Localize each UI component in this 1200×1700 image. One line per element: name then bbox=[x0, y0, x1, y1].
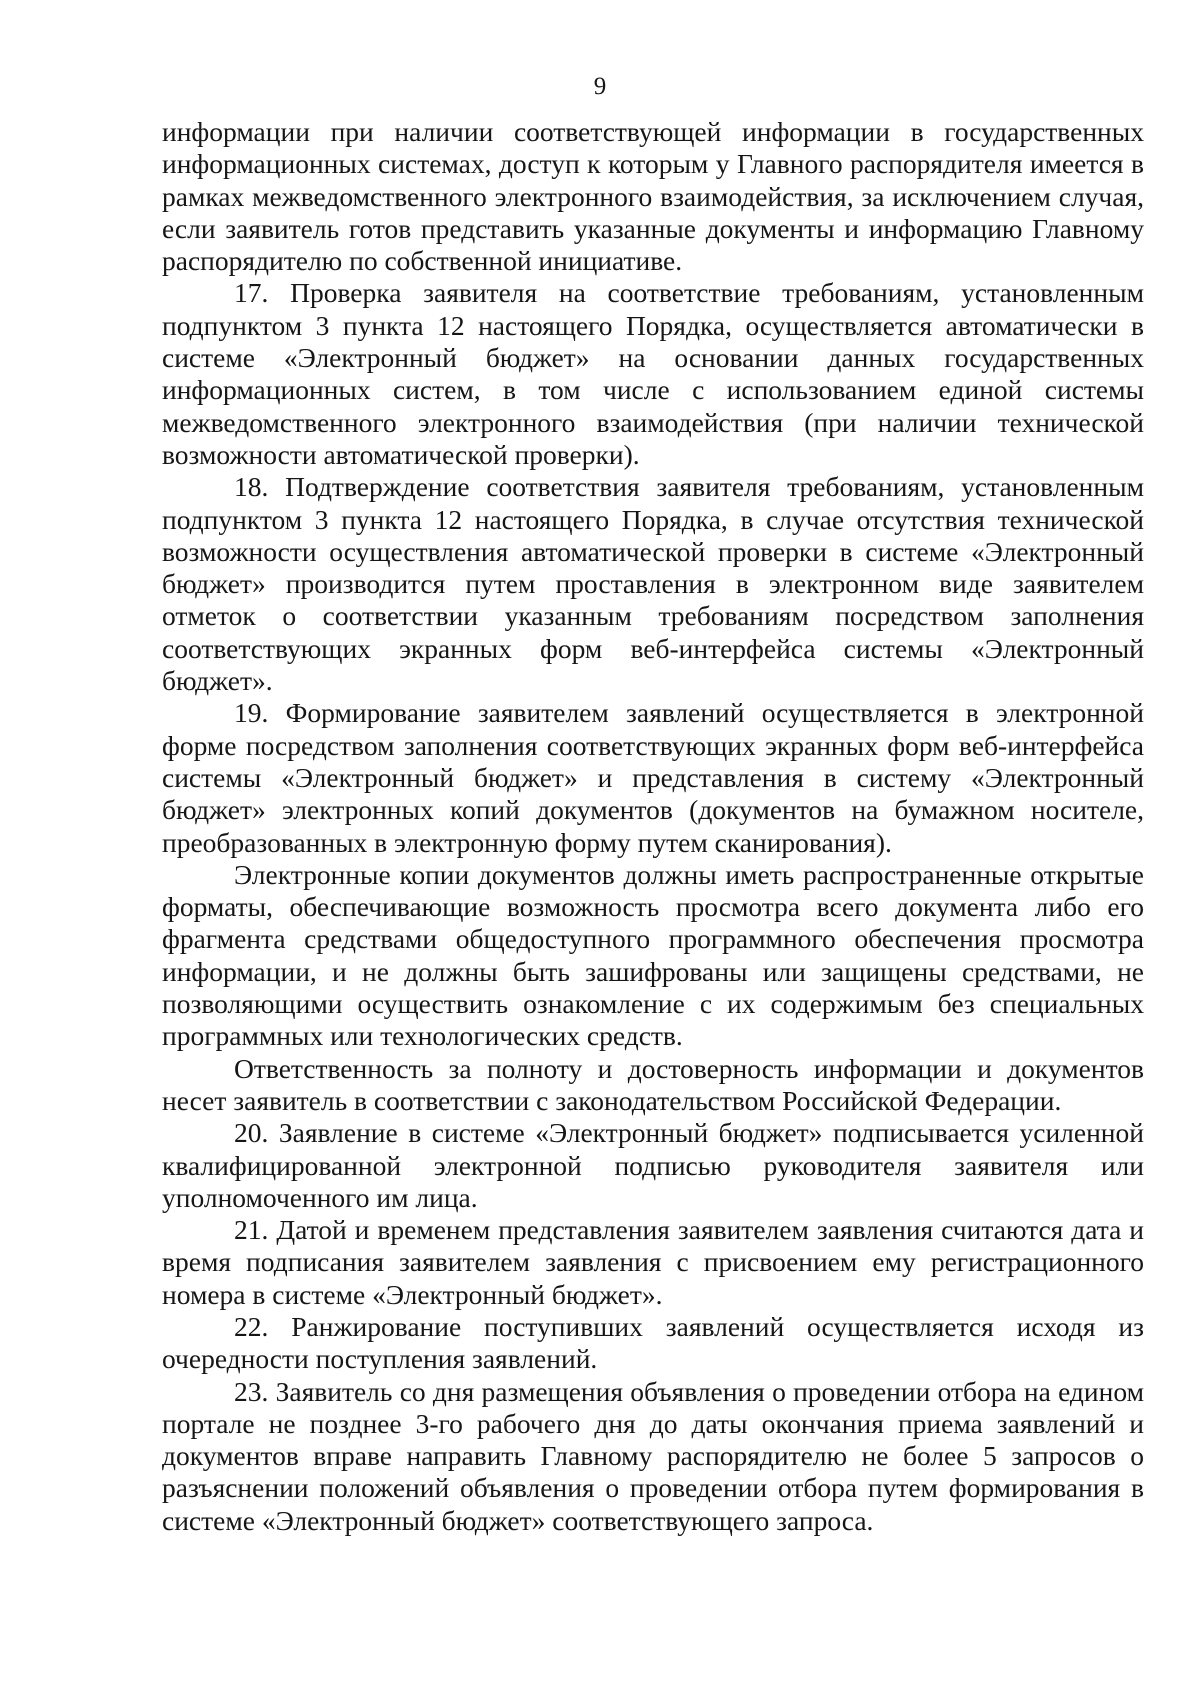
document-body bbox=[162, 116, 1144, 1537]
paragraph-20: 20. Заявление в системе «Электронный бюджет» подписывается усиленной квалифицированной электронной подписью руководителя заявителя или уполномоченного им лица. bbox=[162, 1117, 1144, 1213]
paragraph-electronic-copies: Электронные копии документов должны иметь распространенные открытые форматы, обеспечивающие возможность просмотра всего документа либо его фрагмента средствами общедоступного программного обеспечения просмотра информации, и не должны быть зашифрованы или защищены средствами, не позволяющими осуществить ознакомление с их содержимым без специальных программных или технологических средств. bbox=[162, 858, 1144, 1052]
paragraph-continuation: информации при наличии соответствующей информации в государственных информационных системах, доступ к которым у Главного распорядителя имеется в рамках межведомственного электронного взаимодействия, за исключением случая, если заявитель готов представить указанные документы и информацию Главному распорядителю по собственной инициативе. bbox=[162, 116, 1144, 277]
paragraph-21: 21. Датой и временем представления заявителем заявления считаются дата и время подписания заявителем заявления с присвоением ему регистрационного номера в системе «Электронный бюджет». bbox=[162, 1214, 1144, 1310]
paragraph-19: 19. Формирование заявителем заявлений осуществляется в электронной форме посредством заполнения соответствующих экранных форм веб-интерфейса системы «Электронный бюджет» и представления в систему «Электронный бюджет» электронных копий документов (документов на бумажном носителе, преобразованных в электронную форму путем сканирования). bbox=[162, 697, 1144, 858]
paragraph-responsibility: Ответственность за полноту и достоверность информации и документов несет заявитель в соответствии с законодательством Российской Федерации. bbox=[162, 1052, 1144, 1116]
page-number: 9 bbox=[593, 73, 607, 100]
paragraph-17: 17. Проверка заявителя на соответствие требованиям, установленным подпунктом 3 пункта 12 настоящего Порядка, осуществляется автоматически в системе «Электронный бюджет» на основании данных государственных информационных систем, в том числе с использованием единой системы межведомственного электронного взаимодействия (при наличии технической возможности автоматической проверки). bbox=[162, 277, 1144, 470]
paragraph-22: 22. Ранжирование поступивших заявлений осуществляется исходя из очередности поступления заявлений. bbox=[162, 1310, 1144, 1375]
paragraph-18: 18. Подтверждение соответствия заявителя требованиям, установленным подпунктом 3 пункта 12 настоящего Порядка, в случае отсутствия технической возможности осуществления автоматической проверки в системе «Электронный бюджет» производится путем проставления в электронном виде заявителем отметок о соответствии указанным требованиям посредством заполнения соответствующих экранных форм веб-интерфейса системы «Электронный бюджет». bbox=[162, 471, 1144, 697]
paragraph-23: 23. Заявитель со дня размещения объявления о проведении отбора на едином портале не позднее 3-го рабочего дня до даты окончания приема заявлений и документов вправе направить Главному распорядителю не более 5 запросов о разъяснении положений объявления о проведении отбора путем формирования в системе «Электронный бюджет» соответствующего запроса. bbox=[162, 1375, 1144, 1536]
